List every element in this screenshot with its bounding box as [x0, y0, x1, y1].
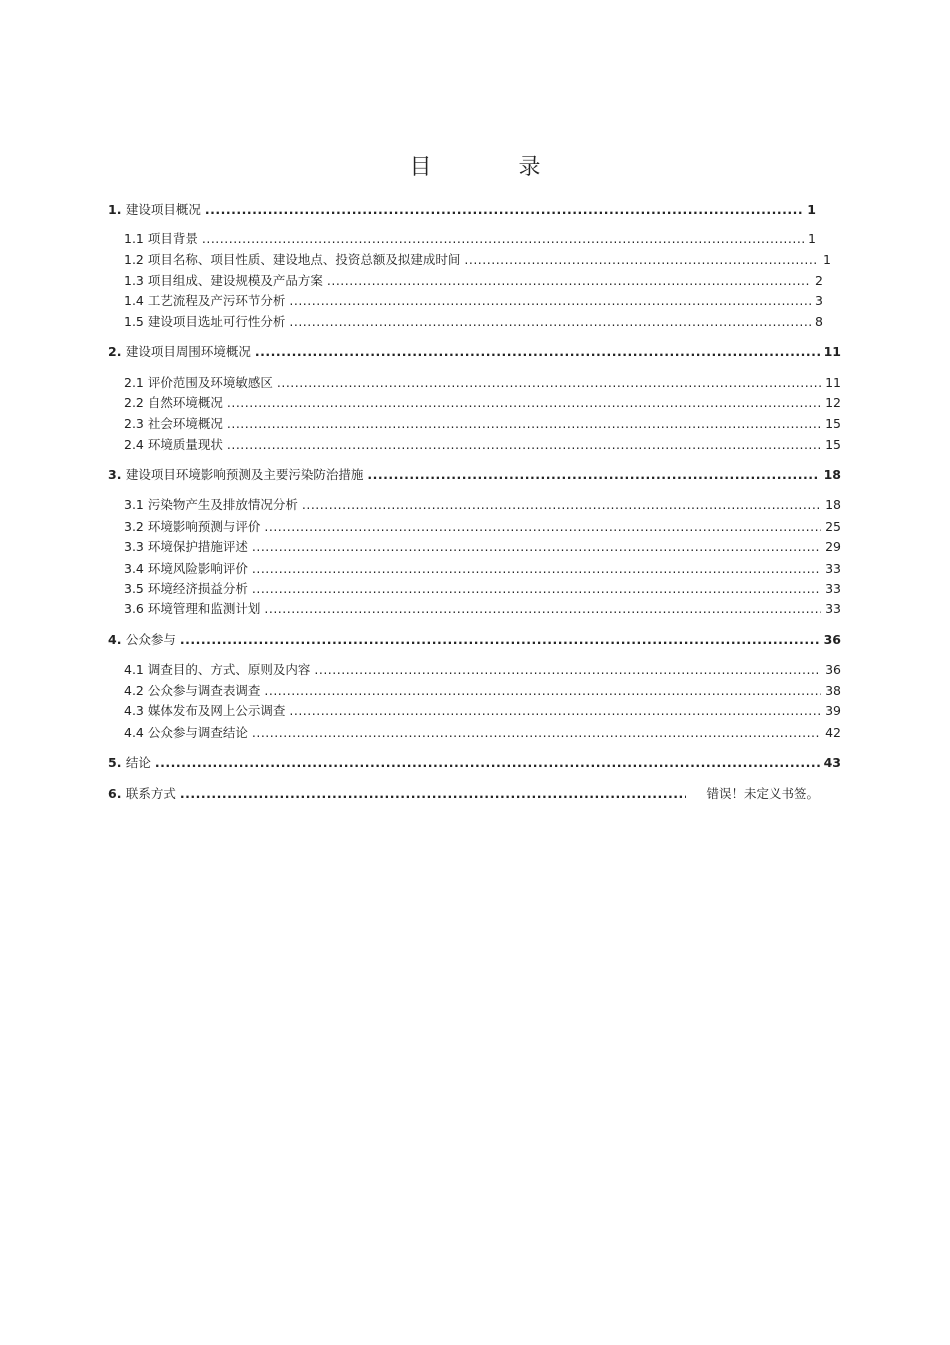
toc-entry-page: 38: [825, 683, 841, 698]
toc-entry-label: 工艺流程及产污环节分析: [147, 293, 286, 308]
toc-entry-label: 自然环境概况: [147, 395, 223, 410]
toc-entry-number: 1.2: [124, 252, 148, 267]
toc-entry-number: 3.1: [124, 497, 148, 512]
toc-entry-page: 15: [825, 416, 841, 431]
toc-entry-label: 公众参与调查表调查: [147, 683, 261, 698]
toc-entry-number: 6.: [108, 786, 126, 801]
toc-leader-dots: [367, 467, 819, 483]
toc-entry-label: 污染物产生及排放情况分析: [147, 497, 298, 512]
toc-leader-dots: [255, 344, 820, 360]
toc-leader-dots: [302, 497, 821, 513]
toc-leader-dots: [464, 252, 819, 268]
toc-entry-label: 公众参与调查结论: [147, 725, 248, 740]
toc-subsection-entry[interactable]: [124, 437, 841, 453]
toc-leader-dots: [289, 293, 811, 309]
toc-leader-dots: [289, 314, 811, 330]
toc-subsection-entry[interactable]: [124, 725, 841, 741]
toc-entry-number: 1.5: [124, 314, 148, 329]
toc-entry-label: 建设项目环境影响预测及主要污染防治措施: [125, 467, 364, 482]
toc-subsection-entry[interactable]: [124, 416, 841, 432]
toc-leader-dots: [202, 231, 804, 247]
toc-entry-number: 2.4: [124, 437, 148, 452]
toc-entry-number: 4.2: [124, 683, 148, 698]
toc-entry-number: 4.4: [124, 725, 148, 740]
toc-entry-number: 3.6: [124, 601, 148, 616]
toc-entry-page: 错误！未定义书签。: [706, 786, 819, 801]
toc-leader-dots: [277, 375, 821, 391]
toc-entry-page: 43: [823, 755, 841, 770]
toc-leader-dots: [327, 273, 811, 289]
toc-subsection-entry[interactable]: [124, 519, 841, 535]
toc-leader-dots: [264, 519, 821, 535]
toc-entry-page: 42: [825, 725, 841, 740]
toc-entry-number: 4.: [108, 632, 126, 647]
toc-leader-dots: [180, 786, 687, 802]
toc-entry-label: 项目名称、项目性质、建设地点、投资总额及拟建成时间: [147, 252, 461, 267]
toc-subsection-entry[interactable]: [124, 252, 831, 268]
toc-section-entry[interactable]: [108, 632, 841, 648]
toc-leader-dots: [227, 395, 821, 411]
toc-leader-dots: [252, 539, 821, 555]
toc-leader-dots: [227, 416, 821, 432]
toc-entry-page: 33: [825, 581, 841, 596]
toc-entry-label: 媒体发布及网上公示调查: [147, 703, 286, 718]
toc-section-entry[interactable]: [108, 786, 819, 802]
toc-entry-number: 3.: [108, 467, 126, 482]
toc-leader-dots: [264, 683, 821, 699]
toc-entry-page: 36: [825, 662, 841, 677]
toc-entry-number: 4.1: [124, 662, 148, 677]
toc-subsection-entry[interactable]: [124, 314, 823, 330]
toc-entry-label: 项目组成、建设规模及产品方案: [147, 273, 323, 288]
toc-entry-page: 11: [825, 375, 841, 390]
toc-subsection-entry[interactable]: [124, 561, 841, 577]
toc-entry-page: 1: [823, 252, 831, 267]
toc-entry-number: 2.: [108, 344, 126, 359]
toc-entry-number: 2.2: [124, 395, 148, 410]
toc-entry-number: 3.4: [124, 561, 148, 576]
toc-subsection-entry[interactable]: [124, 683, 841, 699]
toc-section-entry[interactable]: [108, 755, 841, 771]
toc-entry-label: 环境管理和监测计划: [147, 601, 261, 616]
toc-entry-page: 2: [815, 273, 823, 288]
toc-entry-label: 环境质量现状: [147, 437, 223, 452]
toc-entry-number: 2.1: [124, 375, 148, 390]
toc-entry-label: 调查目的、方式、原则及内容: [147, 662, 311, 677]
toc-entry-page: 3: [815, 293, 823, 308]
toc-entry-label: 公众参与: [125, 632, 176, 647]
toc-entry-number: 1.3: [124, 273, 148, 288]
toc-subsection-entry[interactable]: [124, 497, 841, 513]
toc-entry-page: 15: [825, 437, 841, 452]
toc-entry-page: 8: [815, 314, 823, 329]
toc-leader-dots: [252, 581, 821, 597]
toc-entry-number: 2.3: [124, 416, 148, 431]
toc-entry-number: 3.5: [124, 581, 148, 596]
toc-entry-page: 12: [825, 395, 841, 410]
toc-leader-dots: [227, 437, 821, 453]
toc-entry-number: 3.2: [124, 519, 148, 534]
toc-entry-label: 评价范围及环境敏感区: [147, 375, 273, 390]
toc-leader-dots: [314, 662, 821, 678]
toc-subsection-entry[interactable]: [124, 293, 823, 309]
toc-entry-number: 1.1: [124, 231, 148, 246]
toc-section-entry[interactable]: [108, 202, 816, 218]
toc-entry-label: 环境保护措施评述: [147, 539, 248, 554]
toc-entry-label: 建设项目周围环境概况: [125, 344, 251, 359]
toc-leader-dots: [264, 601, 821, 617]
toc-entry-page: 1: [807, 202, 816, 217]
toc-entry-label: 建设项目概况: [125, 202, 201, 217]
toc-subsection-entry[interactable]: [124, 703, 841, 719]
toc-section-entry[interactable]: [108, 344, 841, 360]
toc-entry-number: 4.3: [124, 703, 148, 718]
toc-entry-page: 33: [825, 561, 841, 576]
toc-entry-page: 29: [825, 539, 841, 554]
toc-leader-dots: [289, 703, 821, 719]
toc-leader-dots: [252, 725, 821, 741]
toc-entry-label: 联系方式: [125, 786, 176, 801]
toc-entry-label: 环境经济损益分析: [147, 581, 248, 596]
toc-entry-page: 33: [825, 601, 841, 616]
toc-entry-label: 建设项目选址可行性分析: [147, 314, 286, 329]
toc-entry-page: 11: [823, 344, 841, 359]
toc-subsection-entry[interactable]: [124, 395, 841, 411]
toc-entry-label: 结论: [125, 755, 151, 770]
toc-subsection-entry[interactable]: [124, 375, 841, 391]
toc-entry-number: 1.: [108, 202, 126, 217]
toc-entry-label: 项目背景: [147, 231, 198, 246]
toc-subsection-entry[interactable]: [124, 231, 816, 247]
toc-entry-label: 环境风险影响评价: [147, 561, 248, 576]
toc-entry-page: 36: [823, 632, 841, 647]
toc-entry-label: 社会环境概况: [147, 416, 223, 431]
toc-entry-number: 5.: [108, 755, 126, 770]
toc-entry-page: 18: [825, 497, 841, 512]
toc-section-entry[interactable]: [108, 467, 841, 483]
toc-entry-label: 环境影响预测与评价: [147, 519, 261, 534]
toc-entry-page: 25: [825, 519, 841, 534]
toc-leader-dots: [180, 632, 820, 648]
toc-leader-dots: [252, 561, 821, 577]
toc-entry-number: 1.4: [124, 293, 148, 308]
toc-subsection-entry[interactable]: [124, 601, 841, 617]
toc-subsection-entry[interactable]: [124, 662, 841, 678]
toc-subsection-entry[interactable]: [124, 539, 841, 555]
page-title: 目 录: [409, 155, 581, 180]
toc-entry-page: 18: [823, 467, 841, 482]
toc-entry-number: 3.3: [124, 539, 148, 554]
toc-entry-page: 39: [825, 703, 841, 718]
toc-leader-dots: [155, 755, 820, 771]
toc-subsection-entry[interactable]: [124, 273, 823, 289]
toc-subsection-entry[interactable]: [124, 581, 841, 597]
toc-leader-dots: [205, 202, 803, 218]
toc-entry-page: 1: [808, 231, 816, 246]
